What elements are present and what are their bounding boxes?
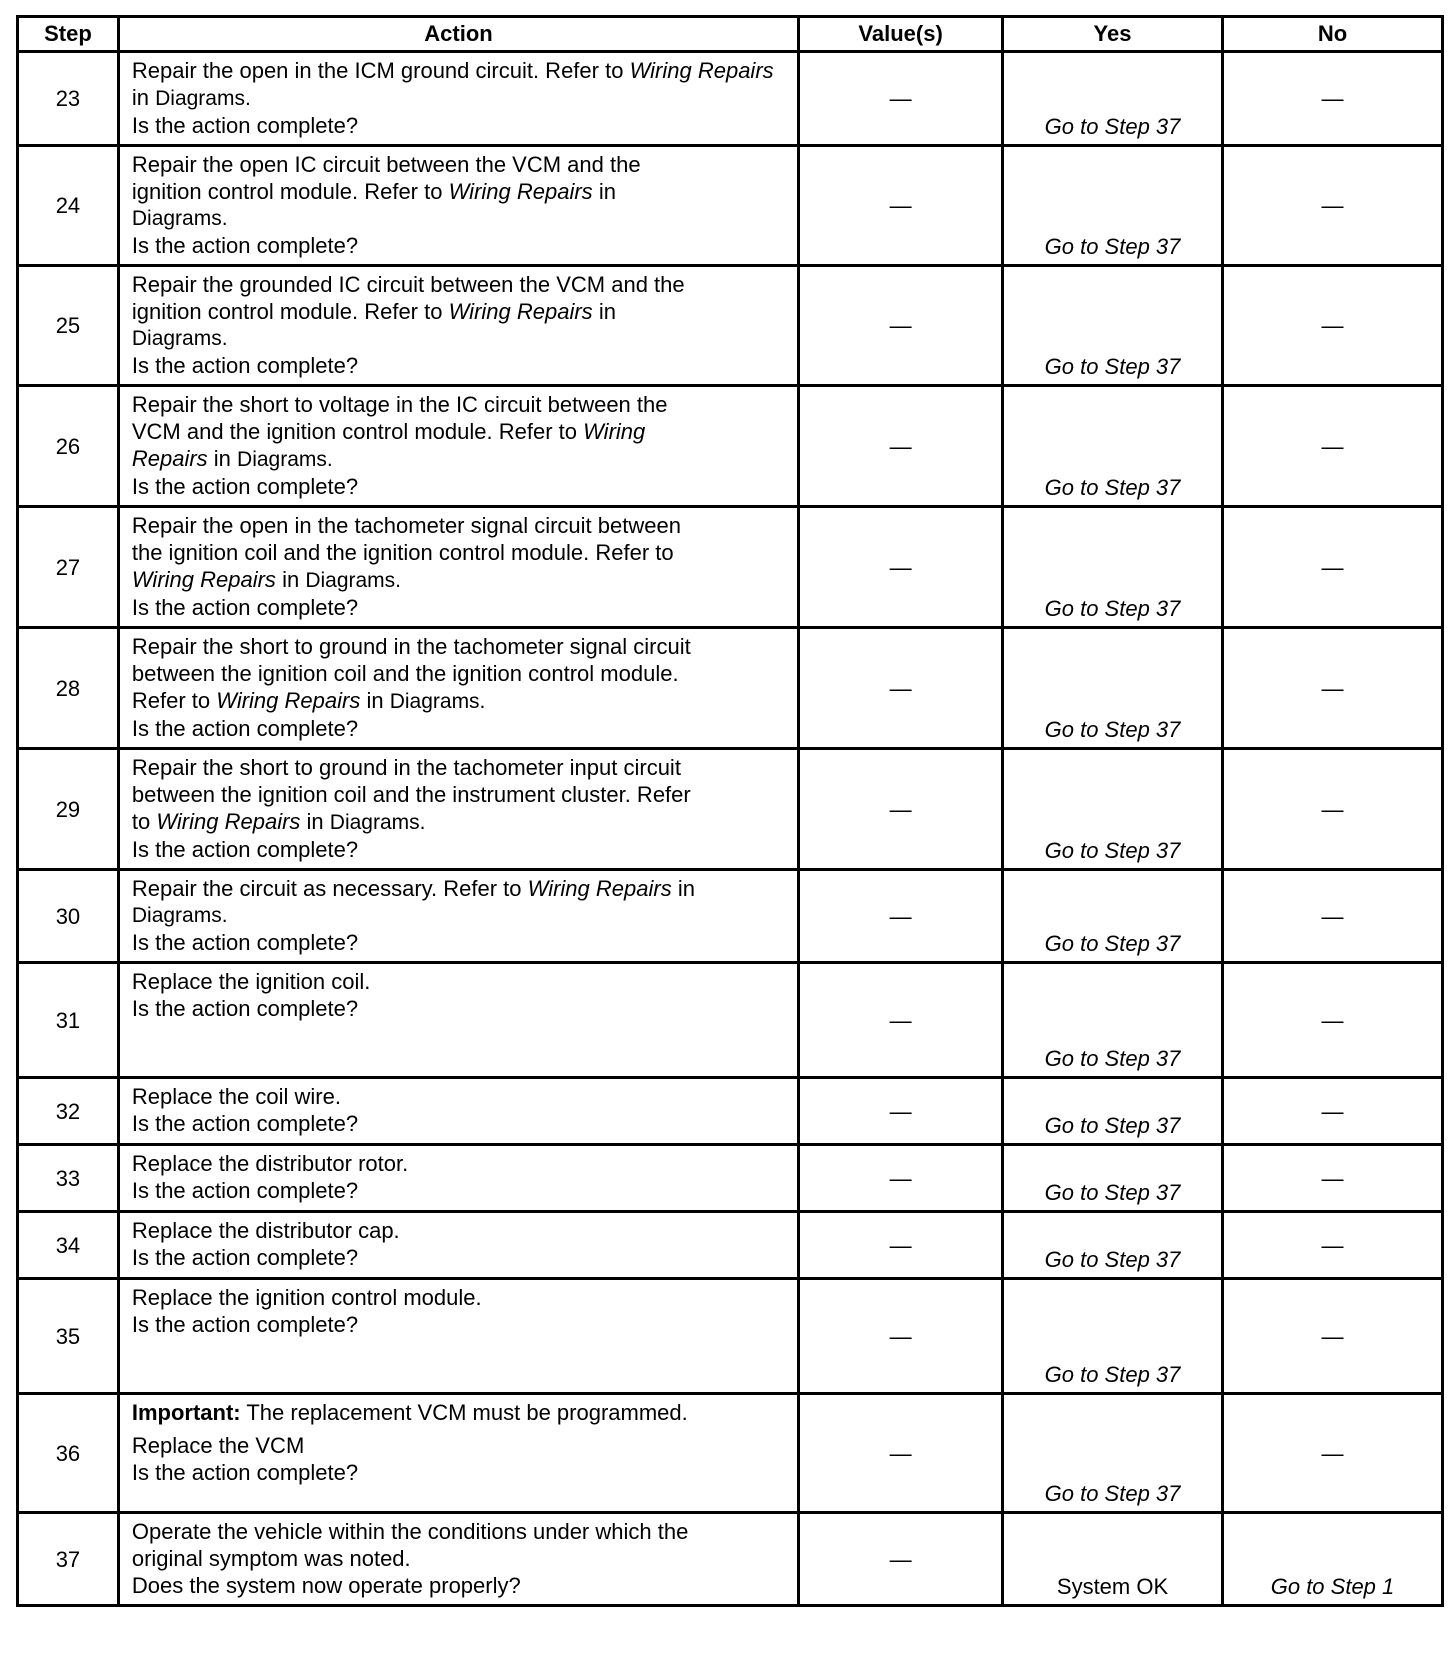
action-question: Is the action complete? [131, 474, 359, 499]
action-question: Is the action complete? [131, 1460, 359, 1485]
diagrams-ref: Diagrams. [131, 327, 228, 350]
no-cell: — [1223, 386, 1443, 507]
table-row [18, 963, 1443, 1078]
action-cell [118, 749, 798, 870]
action-text: Repair the circuit as necessary. Refer to [131, 876, 522, 901]
action-question: Is the action complete? [131, 1312, 359, 1337]
no-cell: Go to Step 1 [1223, 1513, 1443, 1606]
action-question: Is the action complete? [131, 1178, 359, 1203]
table-row [18, 1279, 1443, 1394]
action-text: in [366, 688, 384, 713]
value-cell: — [799, 628, 1003, 749]
wiring-repairs-ref: Wiring Repairs [448, 179, 593, 204]
yes-cell: Go to Step 37 [1003, 52, 1223, 146]
step-number: 30 [18, 870, 119, 963]
wiring-repairs-ref: Wiring Repairs [216, 688, 361, 713]
action-cell [118, 146, 798, 266]
yes-cell: Go to Step 37 [1003, 1279, 1223, 1394]
action-text: Replace the VCM [131, 1433, 305, 1458]
action-text: in [213, 446, 231, 471]
action-text: Replace the ignition coil. [131, 969, 371, 994]
action-text: the ignition coil and the ignition control module. Refer to [131, 540, 674, 565]
diagnostic-table-container [16, 15, 1444, 1607]
no-cell: — [1223, 507, 1443, 628]
action-cell [118, 266, 798, 386]
no-cell: — [1223, 870, 1443, 963]
no-cell: — [1223, 52, 1443, 146]
step-number: 33 [18, 1145, 119, 1212]
step-number: 26 [18, 386, 119, 507]
value-cell: — [799, 146, 1003, 266]
table-row [18, 1212, 1443, 1279]
action-cell [118, 870, 798, 963]
action-text: in [282, 567, 300, 592]
no-cell: — [1223, 146, 1443, 266]
no-cell: — [1223, 1279, 1443, 1394]
no-cell: — [1223, 749, 1443, 870]
action-text: Refer to [131, 688, 211, 713]
action-question: Is the action complete? [131, 837, 359, 862]
important-text: The replacement VCM must be programmed. [246, 1400, 688, 1425]
action-cell [118, 1513, 798, 1606]
action-text: Replace the ignition control module. [131, 1285, 482, 1310]
action-question: Is the action complete? [131, 233, 359, 258]
yes-cell: Go to Step 37 [1003, 870, 1223, 963]
action-question: Is the action complete? [131, 595, 359, 620]
step-number: 28 [18, 628, 119, 749]
step-number: 24 [18, 146, 119, 266]
action-text: between the ignition coil and the instrument cluster. Refer [131, 782, 691, 807]
yes-cell: Go to Step 37 [1003, 1078, 1223, 1145]
action-text: in [598, 299, 616, 324]
no-cell: — [1223, 1394, 1443, 1513]
action-text: ignition control module. Refer to [131, 299, 443, 324]
yes-cell: Go to Step 37 [1003, 507, 1223, 628]
step-number: 25 [18, 266, 119, 386]
value-cell: — [799, 1513, 1003, 1606]
action-text: Repair the open IC circuit between the VCM and the [131, 152, 641, 177]
table-row [18, 52, 1443, 146]
yes-cell: Go to Step 37 [1003, 1394, 1223, 1513]
value-cell: — [799, 1145, 1003, 1212]
yes-cell: System OK [1003, 1513, 1223, 1606]
value-cell: — [799, 266, 1003, 386]
action-text: VCM and the ignition control module. Refer to [131, 419, 577, 444]
action-text: Replace the distributor cap. [131, 1218, 400, 1243]
wiring-repairs-ref: Wiring Repairs [131, 567, 276, 592]
yes-cell: Go to Step 37 [1003, 386, 1223, 507]
action-text: in [306, 809, 324, 834]
no-cell: — [1223, 963, 1443, 1078]
yes-cell: Go to Step 37 [1003, 628, 1223, 749]
action-text: Repair the open in the tachometer signal circuit between [131, 513, 681, 538]
action-cell [118, 1145, 798, 1212]
header-row [18, 17, 1443, 52]
table-row [18, 386, 1443, 507]
action-cell [118, 1279, 798, 1394]
action-text: Operate the vehicle within the conditions under which the [131, 1519, 689, 1544]
header-values: Value(s) [799, 17, 1003, 52]
value-cell: — [799, 507, 1003, 628]
yes-cell: Go to Step 37 [1003, 146, 1223, 266]
action-cell [118, 628, 798, 749]
diagrams-ref: Diagrams. [329, 811, 426, 834]
value-cell: — [799, 52, 1003, 146]
action-text: Repair the short to ground in the tachometer input circuit [131, 755, 681, 780]
wiring-repairs-ref: Repairs [131, 446, 208, 471]
action-text: Repair the grounded IC circuit between the VCM and the [131, 272, 685, 297]
wiring-repairs-ref: Wiring Repairs [156, 809, 301, 834]
no-cell: — [1223, 1212, 1443, 1279]
action-text: Replace the coil wire. [131, 1084, 341, 1109]
step-number: 29 [18, 749, 119, 870]
diagrams-ref: Diagrams. [389, 690, 486, 713]
wiring-repairs-ref: Wiring [583, 419, 646, 444]
action-cell [118, 1394, 798, 1513]
action-cell [118, 386, 798, 507]
table-row [18, 870, 1443, 963]
action-cell [118, 1078, 798, 1145]
table-row [18, 1145, 1443, 1212]
action-question: Is the action complete? [131, 716, 359, 741]
action-cell [118, 1212, 798, 1279]
step-number: 35 [18, 1279, 119, 1394]
table-row [18, 1513, 1443, 1606]
diagrams-ref: Diagrams. [155, 87, 251, 110]
value-cell: — [799, 1394, 1003, 1513]
step-number: 27 [18, 507, 119, 628]
wiring-repairs-ref: Wiring Repairs [448, 299, 593, 324]
action-text: Repair the short to voltage in the IC circuit between the [131, 392, 668, 417]
value-cell: — [799, 749, 1003, 870]
no-cell: — [1223, 266, 1443, 386]
value-cell: — [799, 963, 1003, 1078]
yes-cell: Go to Step 37 [1003, 1145, 1223, 1212]
table-row [18, 266, 1443, 386]
action-text: original symptom was noted. [131, 1546, 411, 1571]
important-label: Important: [131, 1400, 241, 1425]
action-text: Repair the open in the ICM ground circuit. Refer to [131, 58, 624, 83]
no-cell: — [1223, 628, 1443, 749]
action-question: Is the action complete? [131, 113, 359, 138]
diagrams-ref: Diagrams. [131, 904, 228, 927]
action-question: Is the action complete? [131, 930, 359, 955]
value-cell: — [799, 1078, 1003, 1145]
action-cell [118, 963, 798, 1078]
step-number: 36 [18, 1394, 119, 1513]
table-row [18, 146, 1443, 266]
value-cell: — [799, 870, 1003, 963]
wiring-repairs-ref: Wiring Repairs [629, 58, 774, 83]
action-text: between the ignition coil and the ignition control module. [131, 661, 679, 686]
action-question: Is the action complete? [131, 1111, 359, 1136]
table-row [18, 1394, 1443, 1513]
header-action: Action [118, 17, 798, 52]
diagrams-ref: Diagrams. [237, 448, 333, 471]
yes-cell: Go to Step 37 [1003, 749, 1223, 870]
step-number: 31 [18, 963, 119, 1078]
no-cell: — [1223, 1078, 1443, 1145]
diagnostic-table [16, 15, 1444, 1607]
action-text: Replace the distributor rotor. [131, 1151, 409, 1176]
action-question: Is the action complete? [131, 1245, 359, 1270]
header-no: No [1223, 17, 1443, 52]
action-text: in [677, 876, 695, 901]
action-question: Does the system now operate properly? [131, 1573, 521, 1598]
diagrams-ref: Diagrams. [131, 207, 228, 230]
header-step: Step [18, 17, 119, 52]
value-cell: — [799, 1212, 1003, 1279]
table-row [18, 628, 1443, 749]
wiring-repairs-ref: Wiring Repairs [527, 876, 672, 901]
step-number: 32 [18, 1078, 119, 1145]
action-text: in [131, 85, 149, 110]
step-number: 37 [18, 1513, 119, 1606]
table-row [18, 507, 1443, 628]
action-cell [118, 52, 798, 146]
yes-cell: Go to Step 37 [1003, 266, 1223, 386]
value-cell: — [799, 1279, 1003, 1394]
value-cell: — [799, 386, 1003, 507]
yes-cell: Go to Step 37 [1003, 963, 1223, 1078]
table-row [18, 749, 1443, 870]
action-text: Repair the short to ground in the tachometer signal circuit [131, 634, 691, 659]
action-text: ignition control module. Refer to [131, 179, 443, 204]
header-yes: Yes [1003, 17, 1223, 52]
action-question: Is the action complete? [131, 353, 359, 378]
action-text: to [131, 809, 151, 834]
action-cell [118, 507, 798, 628]
action-text: in [598, 179, 616, 204]
yes-cell: Go to Step 37 [1003, 1212, 1223, 1279]
step-number: 23 [18, 52, 119, 146]
no-cell: — [1223, 1145, 1443, 1212]
action-question: Is the action complete? [131, 996, 359, 1021]
step-number: 34 [18, 1212, 119, 1279]
table-row [18, 1078, 1443, 1145]
diagrams-ref: Diagrams. [305, 569, 402, 592]
